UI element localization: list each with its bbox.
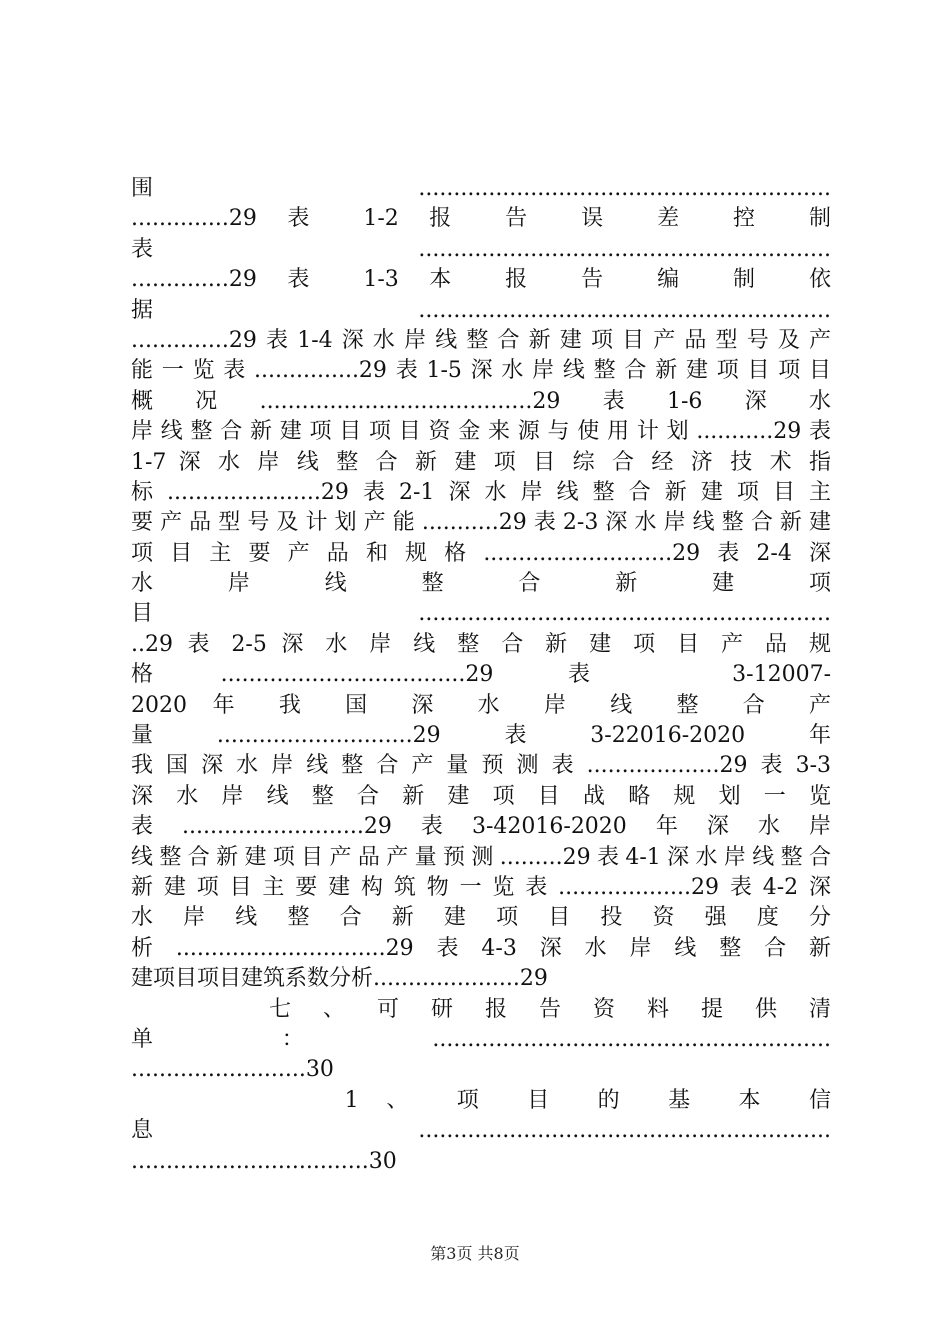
toc-line: 项目主要产品和规格...........................29表2-4深: [131, 540, 831, 566]
page-footer: [0, 1244, 950, 1264]
toc-line: 1-7 深 水 岸 线 整 合 新 建 项 目 综 合 经 济 技 术 指: [131, 449, 831, 475]
toc-line: 能一览表...............29表1-5深水岸线整合新建项目项目: [131, 358, 831, 384]
toc-line: 建项目项目建筑系数分析.....................29: [131, 966, 548, 992]
toc-line: ..................................30: [131, 1148, 397, 1174]
toc-line: 表..........................29表3-42016-2020年深水岸: [131, 814, 831, 840]
toc-line: 表...........................................................: [131, 236, 831, 262]
toc-line: 新建项目主要建构筑物一览表...................29表4-2深: [131, 874, 831, 900]
toc-line: 2020 年 我 国 深 水 岸 线 整 合 产: [131, 692, 831, 718]
toc-line: 水 岸 线 整 合 新 建 项: [131, 571, 831, 597]
toc-line: 要产品型号及计划产能...........29表2-3深水岸线整合新建: [131, 510, 831, 536]
toc-line: ..............29 表 1-2 报 告 误 差 控 制: [131, 206, 831, 232]
toc-body: [131, 174, 831, 1177]
toc-line: 深 水 岸 线 整 合 新 建 项 目 战 略 规 划 一 览: [131, 783, 831, 809]
toc-line: 线整合新建项目产品产量预测.........29表4-1深水岸线整合: [131, 844, 831, 870]
toc-line: 格...................................29 表 3-12007-: [131, 662, 831, 688]
toc-line: 标......................29表2-1深水岸线整合新建项目主: [131, 479, 831, 505]
toc-line: ..29 表 2-5 深 水 岸 线 整 合 新 建 项 目 产 品 规: [131, 631, 831, 657]
toc-line: ..............29 表 1-3 本 报 告 编 制 依: [131, 267, 831, 293]
page-indicator: 第3页 共8页: [430, 1244, 520, 1263]
toc-line: 单：.........................................................: [131, 1026, 831, 1052]
toc-line: 息...........................................................: [131, 1118, 831, 1144]
toc-line: 目...........................................................: [131, 601, 831, 627]
toc-line: 我国深水岸线整合产量预测表...................29表3-3: [131, 753, 831, 779]
toc-line: 概况.......................................29表1-6深水: [131, 388, 831, 414]
toc-line: 围...........................................................: [131, 176, 831, 201]
toc-line: 七 、 可 研 报 告 资 料 提 供 清: [131, 996, 831, 1022]
toc-line: ..............29表1-4深水岸线整合新建项目产品型号及产: [131, 327, 831, 353]
toc-line: .........................30: [131, 1057, 334, 1083]
toc-line: 量............................29表3-22016-2020年: [131, 723, 831, 749]
toc-line: 析..............................29表4-3深水岸线整合新: [131, 935, 831, 961]
toc-line: 水 岸 线 整 合 新 建 项 目 投 资 强 度 分: [131, 905, 831, 931]
toc-line: 岸线整合新建项目项目资金来源与使用计划...........29表: [131, 419, 831, 445]
toc-line: 据...........................................................: [131, 297, 831, 323]
toc-line: 1 、 项 目 的 基 本 信: [131, 1087, 831, 1113]
